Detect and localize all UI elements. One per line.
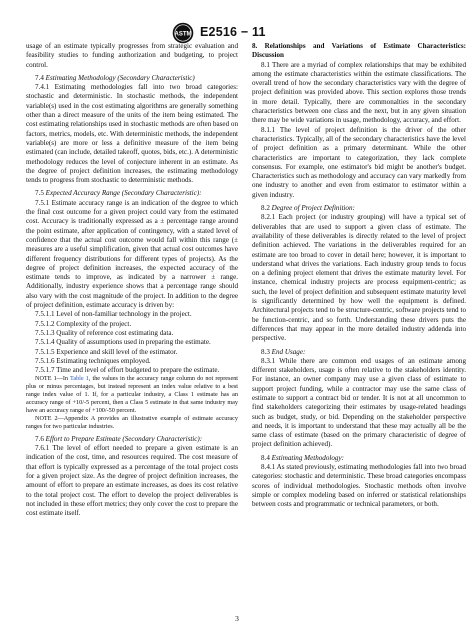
section-7-5-heading: 7.5 Expected Accuracy Range (Secondary Characteristic): — [35, 189, 202, 198]
paragraph-8-1-1: 8.1.1 The level of project definition is the driver of the other characteristics. Typically, all of the secondary characteristics have the level of project definition as a primary determinant. While the other characteristics are important to categorization, they lack complete consensus. For example, one estimator's bid might be another's budget. Characteristics such as methodology and accuracy can vary markedly from one industry to another and even from estimator to estimator within a given industry. — [252, 125, 466, 199]
paragraph-8-1: 8.1 There are a myriad of complex relationships that may be exhibited among the estimate characteristics within the estimate classifications. The overall trend of how the secondary characteristics vary with the degree of project definition was provided above. This section explores those trends in more detail. Typically, there are commonalties in the secondary characteristics between one class and the next, but in any given situation there may be wide variations in usage, methodology, accuracy, and effort. — [252, 60, 466, 125]
section-8-3-title: End Usage: — [271, 347, 306, 356]
section-7-5-title: Expected Accuracy Range (Secondary Characteristic): — [45, 189, 202, 198]
section-8-4-title: Estimating Methodology: — [271, 453, 344, 462]
list-item: 7.5.1.4 Quality of assumptions used in preparing the estimate. — [35, 338, 211, 347]
paragraph-7-4-1: 7.4.1 Estimating methodologies fall into two broad categories: stochastic and deterministic. In stochastic methods, the independent variable(s) used in the cost estimating algorithms are generally something other than a direct measure of the units of the item being estimated. The cost estimating relationships used in stochastic methods are often based on factors, metrics, models, etc. With deterministic methods, the independent variable(s) are more or less a definitive measure of the item being estimated (can include, detailed takeoff, quotes, bids, etc.). A deterministic methodology reduces the level of conjecture inherent in an estimate. As the degree of project definition increases, the estimating methodology tends to progress from stochastic to deterministic methods. — [26, 83, 238, 185]
list-item: 7.5.1.3 Quality of reference cost estimating data. — [35, 328, 174, 337]
astm-logo-icon — [172, 22, 194, 44]
section-7-4-heading: 7.4 Estimating Methodology (Secondary Characteristic) — [35, 73, 195, 82]
paragraph-7-6-1: 7.6.1 The level of effort needed to prepare a given estimate is an indication of the cost, time, and resources required. The cost measure of that effort is typically expressed as a percentage of the total project costs for a given project size. As the degree of project definition increases, the amount of effort to prepare an estimate increases, as does its cost relative to the total project cost. The effort to develop the project deliverables is not included in these effort metrics; they only cover the cost to prepare the cost estimate itself. — [26, 444, 238, 518]
table-1-link[interactable]: Table 1 — [70, 375, 89, 383]
list-item: 7.5.1.2 Complexity of the project. — [35, 319, 132, 328]
left-column — [26, 42, 238, 518]
section-8-heading: 8. Relationships and Variations of Estimate Characteristics: Discussion — [252, 42, 466, 60]
section-8-2-title: Degree of Project Definition: — [271, 204, 355, 213]
list-item: 7.5.1.7 Time and level of effort budgeted to prepare the estimate. — [35, 366, 220, 375]
list-item: 7.5.1.1 Level of non-familiar technology in the project. — [35, 310, 192, 319]
section-8-4-heading: 8.4 Estimating Methodology: — [261, 453, 344, 462]
paragraph-8-2-1: 8.2.1 Each project (or industry grouping) will have a typical set of deliverables that are used to support a given class of estimate. The availability of these deliverables is directly related to the level of project definition achieved. The variations in the deliverables required for an estimate are too broad to cover in detail here; however, it is important to understand what drives the variations. Each industry group tends to focus on a defining project element that drives the estimate maturity level. For instance, chemical industry projects are process equipment-centric; as such, the level of project definition and subsequent estimate maturity level is significantly determined by how well the equipment is defined. Architectural projects tend to be structure-centric, software projects tend to be function-centric, and so forth. Understanding these drivers puts the differences that may appear in the more detailed industry addenda into perspective. — [252, 213, 466, 343]
paragraph-8-4-1: 8.4.1 As stated previously, estimating methodologies fall into two broad categories: stochastic and deterministic. These broad categories encompass scores of individual methodologies. Stochastic methods often involve simple or complex modeling based on inferred or statistical relationships between costs and programmatic or technical parameters, or both. — [252, 463, 466, 509]
section-7-6-title: Effort to Prepare Estimate (Secondary Characteristic): — [45, 434, 203, 443]
list-item: 7.5.1.5 Experience and skill level of the estimator. — [35, 347, 178, 356]
section-8-3-heading: 8.3 End Usage: — [261, 347, 306, 356]
paragraph-7-5-1: 7.5.1 Estimate accuracy range is an indication of the degree to which the final cost outcome for a given project could vary from the estimated cost. Accuracy is traditionally expressed as a ± percentage range around the point estimate, after application of contingency, with a stated level of confidence that the actual cost outcome would fall within this range (± measures are a useful simplification, given that actual cost outcomes have different frequency distributions for different types of projects). As the degree of project definition increases, the expected accuracy of the estimate tends to improve, as indicated by a narrower ± range. Additionally, industry experience shows that a percentage range should also vary with the cost magnitude of the project. In addition to the degree of project definition, estimate accuracy is driven by: — [26, 198, 238, 310]
note-1: NOTE 1—In Table 1, the values in the accuracy range column do not represent plus or minus percentages, but instead represent an index value relative to a best range index value of 1. If, for a particular industry, a Class 1 estimate has an accuracy range of +10/-5 percent, then a Class 5 estimate in that same industry may have an accuracy range of +100/-50 percent. — [26, 375, 239, 415]
list-item: 7.5.1.6 Estimating techniques employed. — [35, 356, 151, 365]
paragraph-8-3-1: 8.3.1 While there are common end usages of an estimate among different stakeholders, usage is often relative to the stakeholders identity. For instance, an owner company may use a given class of estimate to support project funding, while a contractor may use the same class of estimate to support a contract bid or tender. It is not at all uncommon to find stakeholders categorizing their estimates by usage-related headings such as budget, study, or bid. Depending on the stakeholder perspective and needs, it is important to understand that these may actually all be the same class of estimate (based on the primary characteristic of degree of project definition achieved). — [252, 356, 466, 449]
paragraph-intro: usage of an estimate typically progresses from strategic evaluation and feasibility studies to funding authorization and budgeting, to project control. — [26, 42, 238, 69]
section-7-6-heading: 7.6 Effort to Prepare Estimate (Secondary Characteristic): — [35, 434, 203, 443]
page-number: 3 — [235, 614, 239, 623]
document-designation: E2516 − 11 — [200, 25, 266, 39]
svg-text:ASTM: ASTM — [174, 31, 192, 38]
section-8-2-heading: 8.2 Degree of Project Definition: — [261, 204, 355, 213]
right-column — [252, 42, 466, 510]
section-7-4-title: Estimating Methodology (Secondary Characteristic) — [45, 73, 195, 82]
note-2: NOTE 2—Appendix A provides an illustrative example of estimate accuracy ranges for two particular industries. — [26, 414, 238, 430]
